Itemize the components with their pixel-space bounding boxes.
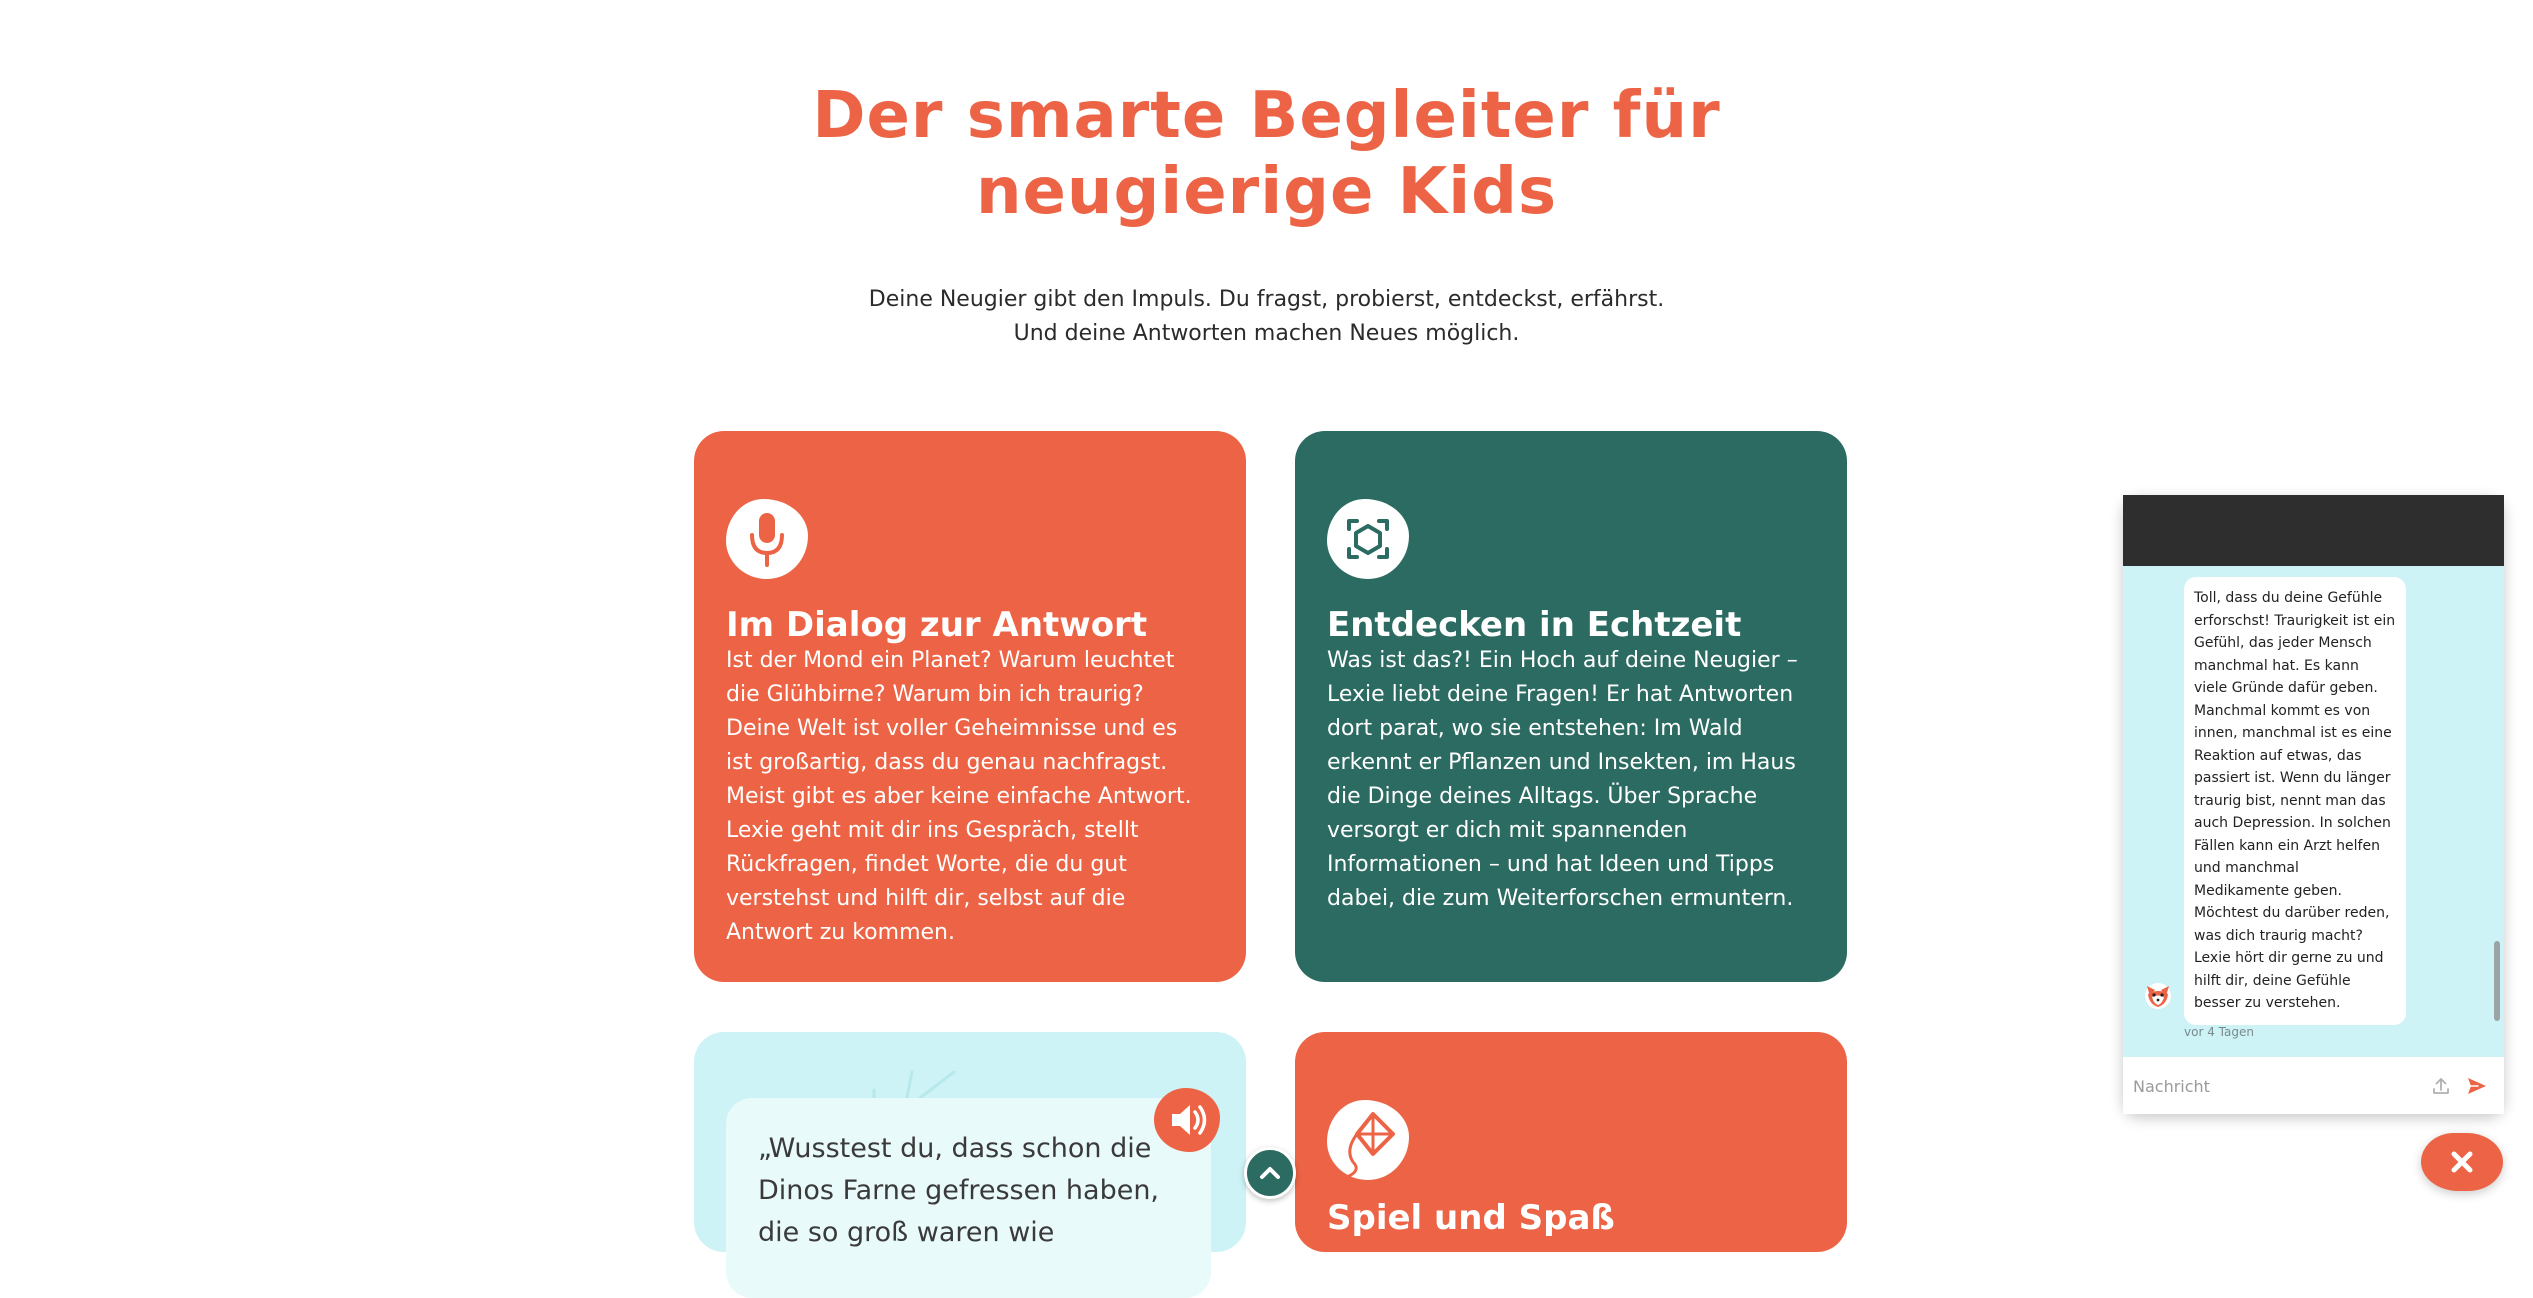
camera-scan-icon [1327,499,1409,579]
speaker-button[interactable] [1154,1088,1220,1152]
hero-title-line-1: Der smarte Begleiter für [812,79,1721,153]
feature-card-dialog [694,431,1246,982]
hero-title-line-2: neugierige Kids [975,155,1558,229]
fact-bubble [726,1098,1211,1298]
close-icon [2421,1133,2503,1191]
card-text: Was ist das?! Ein Hoch auf deine Neugier – Lexie liebt deine Fragen! Er hat Antworten dort parat, wo sie entstehen: Im Wald erkennt er Pflanzen und Insekten, im Haus die Dinge deines Alltags. Über Sprache versorgt er dich mit spannenden Informationen – und hat Ideen und Tipps dabei, die zum Weiterforschen ermuntern. [1327,648,1798,911]
kite-icon [1327,1100,1409,1180]
chat-close-button[interactable] [2421,1133,2503,1191]
chat-scrollbar[interactable] [2494,941,2500,1021]
speaker-icon [1154,1088,1220,1152]
microphone-icon [726,499,808,579]
chat-message-bubble: Toll, dass du deine Gefühle erforschst! Traurigkeit ist ein Gefühl, das jeder Mensch manchmal hat. Es kann viele Gründe dafür geben. Manchmal kommt es von innen, manchmal ist es eine Reaktion auf etwas, das passiert ist. Wenn du länger traurig bist, nennt man das auch Depression. In solchen Fällen kann ein Arzt helfen und manchmal Medikamente geben. Möchtest du darüber reden, was dich traurig macht? Lexie hört dir gerne zu und hilft dir, deine Gefühle besser zu verstehen. [2184,577,2406,1025]
chevron-up-icon [1247,1150,1293,1196]
chat-message-input[interactable] [2133,1071,2413,1101]
feature-card-explore [1295,431,1847,982]
hero-subtitle-line-2: Und deine Antworten machen Neues möglich. [1013,321,1520,346]
scroll-to-top-button[interactable] [1244,1147,1296,1199]
chat-input-row [2123,1057,2504,1114]
card-title: Im Dialog zur Antwort [726,605,1148,645]
card-title: Spiel und Spaß [1327,1198,1615,1238]
hero-subtitle [0,283,2533,351]
chat-header [2123,495,2504,566]
chat-messages[interactable] [2123,566,2504,1057]
fox-avatar-icon [2143,980,2173,1010]
feature-card-play [1295,1032,1847,1252]
fact-text: „Wusstest du, dass schon die Dinos Farne gefressen haben, die so groß waren wie [758,1133,1160,1248]
chat-panel [2123,495,2504,1114]
card-text: Ist der Mond ein Planet? Warum leuchtet die Glühbirne? Warum bin ich traurig? Deine Welt ist voller Geheimnisse und es ist großartig, dass du genau nachfragst. Meist gibt es aber keine einfache Antwort. Lexie geht mit dir ins Gespräch, stellt Rückfragen, findet Worte, die du gut verstehst und hilft dir, selbst auf die Antwort zu kommen. [726,648,1192,945]
send-icon[interactable] [2465,1074,2489,1098]
upload-icon[interactable] [2429,1074,2453,1098]
card-title: Entdecken in Echtzeit [1327,605,1742,645]
hero-subtitle-line-1: Deine Neugier gibt den Impuls. Du fragst, probierst, entdeckst, erfährst. [868,287,1665,312]
feature-card-fact [694,1032,1246,1252]
hero-title [0,78,2533,230]
chat-timestamp: vor 4 Tagen [2184,1025,2254,1039]
